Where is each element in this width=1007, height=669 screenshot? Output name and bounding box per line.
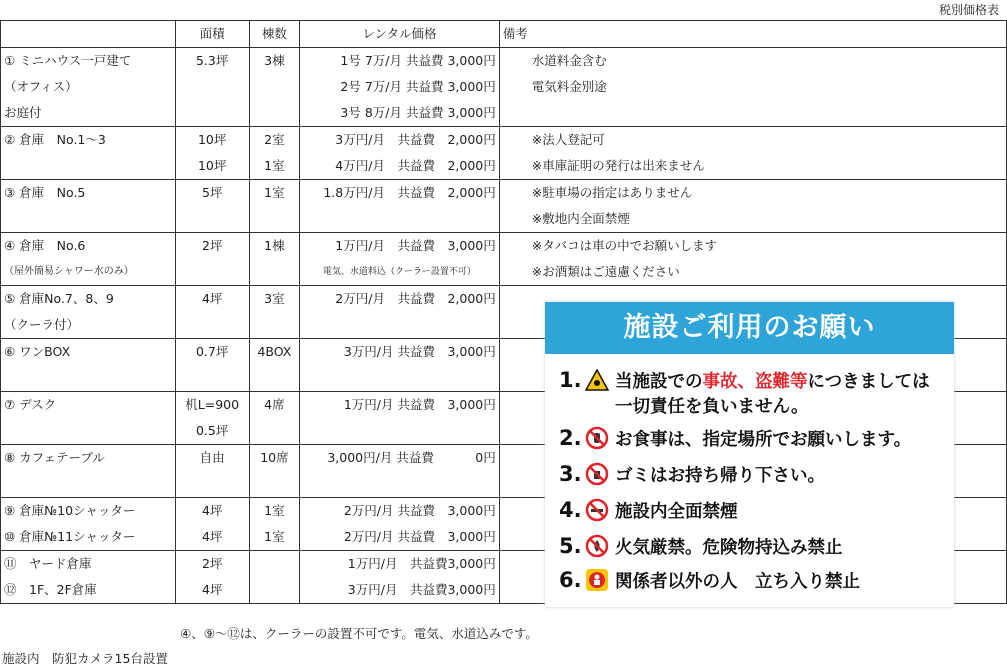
cell-name: ③ 倉庫 No.5 <box>1 180 176 207</box>
header-name <box>1 21 176 48</box>
cell-name: ⑦ デスク <box>1 392 176 419</box>
no-fire-icon <box>585 534 609 558</box>
cell-area <box>175 100 249 127</box>
cell-price: 3万円/月 共益費 2,000円 <box>300 127 500 154</box>
cell-price: 1万円/月 共益費 3,000円 <box>300 392 500 419</box>
no-smoking-icon <box>585 498 609 522</box>
cell-price: 2万円/月 共益費 3,000円 <box>300 498 500 525</box>
footer-camera-note: 施設内 防犯カメラ15台設置 <box>2 651 168 666</box>
cell-name <box>1 153 176 180</box>
cell-price: 3万円/月 共益費3,000円 <box>300 577 500 604</box>
cell-area: 5坪 <box>175 180 249 207</box>
warning-icon <box>585 368 609 392</box>
cell-price: 2万円/月 共益費 3,000円 <box>300 524 500 551</box>
no-food-icon <box>585 426 609 450</box>
rule-highlight: 事故、盗難等 <box>702 372 808 392</box>
no-litter-icon <box>585 462 609 486</box>
cell-units <box>249 100 299 127</box>
cell-remark: 水道料金含む <box>499 48 1006 75</box>
cell-units <box>249 551 299 578</box>
cell-name: ② 倉庫 No.1～3 <box>1 127 176 154</box>
cell-price: 2万円/月 共益費 2,000円 <box>300 286 500 313</box>
cell-units <box>249 418 299 445</box>
cell-price: 3,000円/月 共益費 0円 <box>300 445 500 472</box>
notice-rule-2 <box>559 426 911 451</box>
cell-area <box>175 365 249 392</box>
cell-units: 1室 <box>249 153 299 180</box>
rule-number: 2. <box>559 426 582 450</box>
cell-name: ⑫ 1F、2F倉庫 <box>1 577 176 604</box>
cell-remark: ※駐車場の指定はありません <box>499 180 1006 207</box>
cell-price <box>300 471 500 498</box>
rule-number: 1. <box>559 368 582 392</box>
cell-name: （屋外簡易シャワー水のみ） <box>1 259 176 286</box>
cell-remark <box>499 100 1006 127</box>
cell-units <box>249 471 299 498</box>
cell-area: 0.5坪 <box>175 418 249 445</box>
cell-name: ⑩ 倉庫№11シャッター <box>1 524 176 551</box>
rule-number: 4. <box>559 498 582 522</box>
cell-area <box>175 471 249 498</box>
cell-units: 3室 <box>249 286 299 313</box>
cell-units: 1室 <box>249 524 299 551</box>
cell-price: 3号 8万/月 共益費 3,000円 <box>300 100 500 127</box>
notice-rule-3 <box>559 462 825 487</box>
rule-text-line2: 一切責任を負いません。 <box>615 397 809 417</box>
cell-price <box>300 206 500 233</box>
cell-remark: ※お酒類はご遠慮ください <box>499 259 1006 286</box>
cell-units: 2室 <box>249 127 299 154</box>
cell-units <box>249 577 299 604</box>
rule-text: お食事は、指定場所でお願いします。 <box>615 430 912 450</box>
cell-area: 机L=900 <box>175 392 249 419</box>
cell-area: 5.3坪 <box>175 48 249 75</box>
table-row <box>1 153 1007 180</box>
cell-area: 4坪 <box>175 524 249 551</box>
cell-name: ⑥ ワンBOX <box>1 339 176 366</box>
cell-units: 1棟 <box>249 233 299 260</box>
footnote: ④、⑨～⑫は、クーラーの設置不可です。電気、水道込みです。 <box>180 626 538 641</box>
cell-units <box>249 206 299 233</box>
header-remark: 備考 <box>499 21 1006 48</box>
cell-name: ⑧ カフェテーブル <box>1 445 176 472</box>
notice-title: 施設ご利用のお願い <box>545 302 954 354</box>
notice-rule-6 <box>559 568 860 593</box>
cell-remark: ※敷地内全面禁煙 <box>499 206 1006 233</box>
rule-number: 5. <box>559 534 582 558</box>
table-row <box>1 206 1007 233</box>
header-price: レンタル価格 <box>300 21 500 48</box>
cell-price: 4万円/月 共益費 2,000円 <box>300 153 500 180</box>
cell-area: 10坪 <box>175 153 249 180</box>
cell-price <box>300 418 500 445</box>
notice-rule-5 <box>559 534 843 559</box>
cell-price: 電気、水道料込（クーラー設置不可） <box>300 259 500 286</box>
rule-number: 6. <box>559 568 582 592</box>
header-units: 棟数 <box>249 21 299 48</box>
cell-price: 2号 7万/月 共益費 3,000円 <box>300 74 500 100</box>
cell-units <box>249 312 299 339</box>
cell-area <box>175 259 249 286</box>
table-row <box>1 233 1007 260</box>
rule-number: 3. <box>559 462 582 486</box>
cell-units <box>249 365 299 392</box>
cell-area: 2坪 <box>175 551 249 578</box>
cell-name <box>1 471 176 498</box>
cell-price: 1号 7万/月 共益費 3,000円 <box>300 48 500 75</box>
cell-price: 1.8万円/月 共益費 2,000円 <box>300 180 500 207</box>
table-row <box>1 74 1007 100</box>
table-row <box>1 259 1007 286</box>
rule-text: 施設内全面禁煙 <box>615 502 738 522</box>
rule-text: 火気厳禁。危険物持込み禁止 <box>615 538 843 558</box>
cell-units: 1室 <box>249 498 299 525</box>
cell-area <box>175 312 249 339</box>
notice-rule-1 <box>559 368 930 418</box>
rule-text: 関係者以外の人 立ち入り禁止 <box>615 572 860 592</box>
table-row <box>1 48 1007 75</box>
cell-remark: 電気料金別途 <box>499 74 1006 100</box>
cell-units: 10席 <box>249 445 299 472</box>
cell-remark: ※法人登記可 <box>499 127 1006 154</box>
cell-name: ⑤ 倉庫No.7、8、9 <box>1 286 176 313</box>
table-row <box>1 100 1007 127</box>
cell-name: ⑨ 倉庫№10シャッター <box>1 498 176 525</box>
cell-units: 4BOX <box>249 339 299 366</box>
table-row <box>1 127 1007 154</box>
cell-name: （オフィス） <box>1 74 176 100</box>
cell-remark: ※車庫証明の発行は出来ません <box>499 153 1006 180</box>
cell-area: 2坪 <box>175 233 249 260</box>
header-area: 面積 <box>175 21 249 48</box>
cell-area: 4坪 <box>175 577 249 604</box>
cell-name: ④ 倉庫 No.6 <box>1 233 176 260</box>
cell-name <box>1 418 176 445</box>
cell-area: 4坪 <box>175 498 249 525</box>
notice-rule-4 <box>559 498 738 523</box>
cell-name: お庭付 <box>1 100 176 127</box>
tax-note: 税別価格表 <box>938 3 999 17</box>
cell-name: （クーラ付） <box>1 312 176 339</box>
cell-units <box>249 74 299 100</box>
cell-units: 4席 <box>249 392 299 419</box>
rule-text: につきましては <box>807 372 930 392</box>
cell-area: 10坪 <box>175 127 249 154</box>
table-row <box>1 180 1007 207</box>
cell-area: 4坪 <box>175 286 249 313</box>
cell-area <box>175 206 249 233</box>
cell-units <box>249 259 299 286</box>
cell-price <box>300 312 500 339</box>
rule-text: ゴミはお持ち帰り下さい。 <box>615 466 825 486</box>
cell-name: ① ミニハウス一戸建て <box>1 48 176 75</box>
facility-notice-panel <box>545 302 954 607</box>
cell-units: 1室 <box>249 180 299 207</box>
cell-name: ⑪ ヤード倉庫 <box>1 551 176 578</box>
cell-area: 自由 <box>175 445 249 472</box>
cell-price: 1万円/月 共益費3,000円 <box>300 551 500 578</box>
cell-area: 0.7坪 <box>175 339 249 366</box>
no-entry-icon <box>585 568 609 592</box>
cell-price: 3万円/月 共益費 3,000円 <box>300 339 500 366</box>
cell-name <box>1 206 176 233</box>
cell-price: 1万円/月 共益費 3,000円 <box>300 233 500 260</box>
cell-price <box>300 365 500 392</box>
cell-area <box>175 74 249 100</box>
rule-text: 当施設での <box>615 372 703 392</box>
table-header-row <box>1 21 1007 48</box>
cell-name <box>1 365 176 392</box>
cell-units: 3棟 <box>249 48 299 75</box>
cell-remark: ※タバコは車の中でお願いします <box>499 233 1006 260</box>
